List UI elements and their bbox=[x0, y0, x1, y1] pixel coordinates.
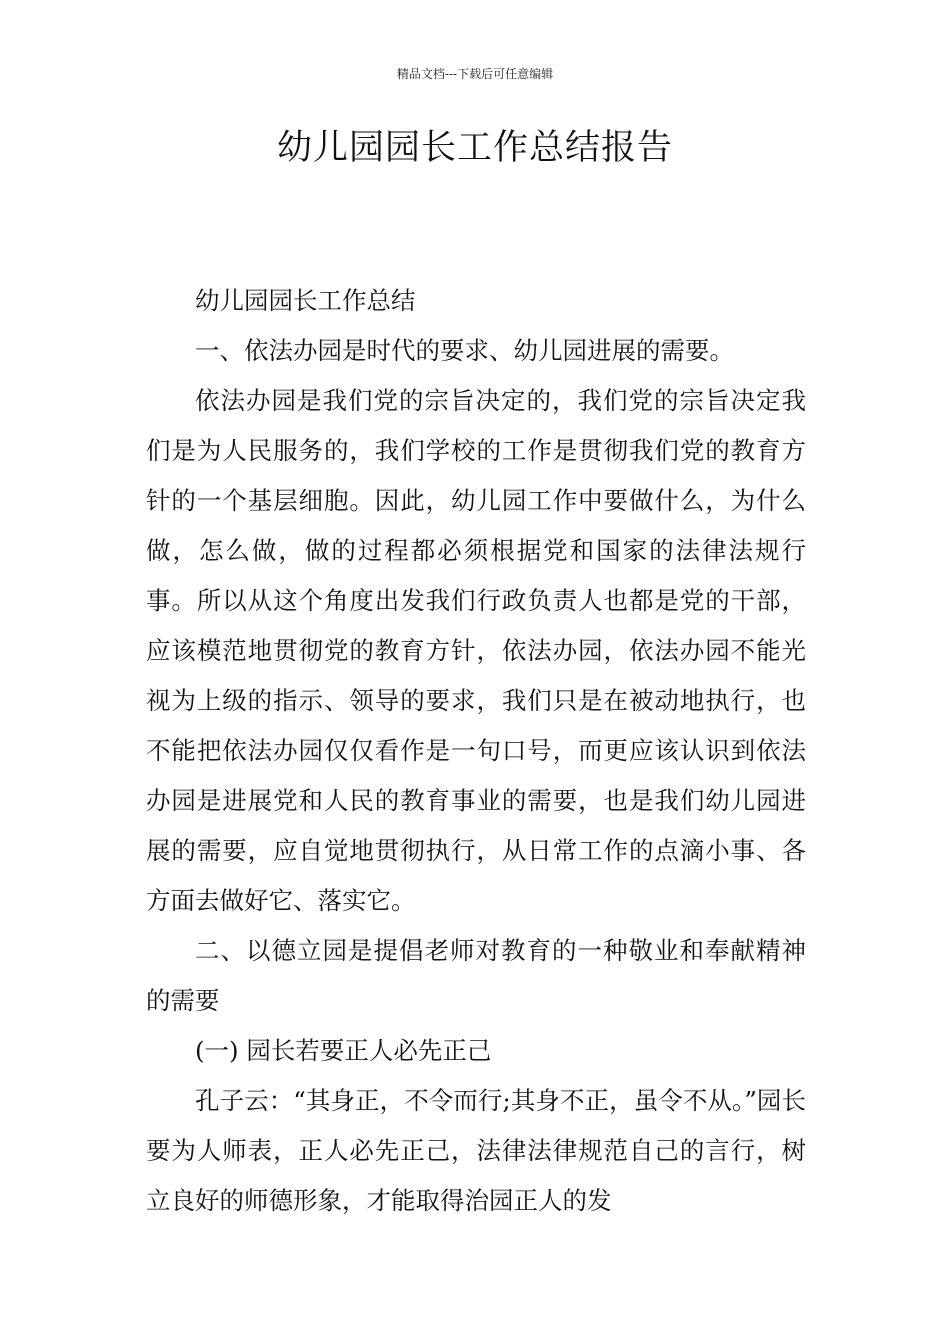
paragraph-section-2-heading: 二、以德立园是提倡老师对教育的一种敬业和奉献精神的需要 bbox=[146, 936, 806, 1015]
paragraph-section-1-body: 依法办园是我们党的宗旨决定的，我们党的宗旨决定我们是为人民服务的，我们学校的工作是贯彻我们党的教育方针的一个基层细胞。因此，幼儿园工作中要做什么，为什么做，怎么做，做的过程都必须根据党和国家的法律法规行事。所以从这个角度出发我们行政负责人也都是党的干部，应该模范地贯彻党的教育方针，依法办园，依法办园不能光视为上级的指示、领导的要求，我们只是在被动地执行，也不能把依法办园仅仅看作是一句口号，而更应该认识到依法办园是进展党和人民的教育事业的需要，也是我们幼儿园进展的需要，应自觉地贯彻执行，从日常工作的点滴小事、各方面去做好它、落实它。 bbox=[146, 386, 806, 915]
paragraph-subsection-1-body: 孔子云：“其身正，不令而行;其身不正，虽令不从。”园长要为人师表，正人必先正己，法律法律规范自己的言行，树立良好的师德形象，才能取得治园正人的发 bbox=[146, 1086, 806, 1215]
header-note: 精品文档---下载后可任意编辑 bbox=[396, 67, 554, 81]
document-title: 幼儿园园长工作总结报告 bbox=[276, 128, 673, 168]
paragraph-section-1-heading: 一、依法办园是时代的要求、幼儿园进展的需要。 bbox=[195, 336, 734, 365]
paragraph-subtitle: 幼儿园园长工作总结 bbox=[195, 286, 416, 315]
paragraph-subsection-1-heading: (一) 园长若要正人必先正己 bbox=[195, 1036, 492, 1065]
document-body bbox=[146, 276, 806, 1226]
